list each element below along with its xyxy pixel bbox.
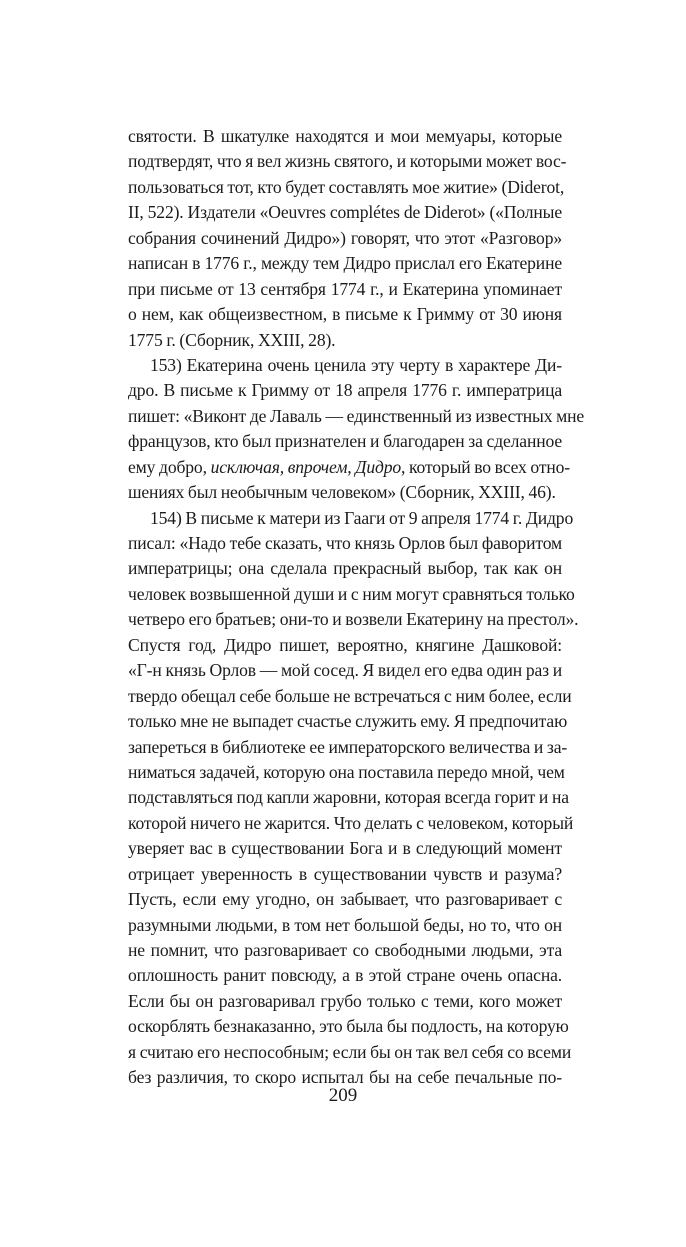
text-line: Спустя год, Дидро пишет, вероятно, княгине Дашковой: xyxy=(128,634,562,655)
text-segment: ему добро, xyxy=(128,456,211,477)
text-line: только мне не выпадет счастье служить ему. Я предпочитаю xyxy=(128,711,568,732)
text-line: шениях был необычным человеком» (Сборник, XXIII, 46). xyxy=(128,482,556,503)
text-line: дро. В письме к Гримму от 18 апреля 1776 г. императрица xyxy=(128,380,562,401)
text-line: подставляться под капли жаровни, которая всегда горит и на xyxy=(128,787,569,808)
text-line: четверо его братьев; они-то и возвели Екатерину на престол». xyxy=(128,609,579,630)
text-line: не помнит, что разговаривает со свободными людьми, эта xyxy=(128,940,562,960)
text-line: французов, кто был признателен и благодарен за сделанное xyxy=(128,431,562,452)
text-line: Если бы он разговаривал грубо только с теми, кого может xyxy=(128,990,562,1011)
text-line: твердо обещал себе больше не встречаться с ним более, если xyxy=(128,685,572,706)
text-line: 153) Екатерина очень ценила эту черту в характере Ди- xyxy=(150,354,562,375)
text-segment: , который во всех отно- xyxy=(401,456,571,477)
text-line: писал: «Надо тебе сказать, что князь Орлов был фаворитом xyxy=(128,533,562,553)
italic-text: исключая, впрочем, Дидро xyxy=(210,456,402,477)
text-line: при письме от 13 сентября 1774 г., и Екатерина упоминает xyxy=(128,278,562,299)
body-text xyxy=(128,124,584,1091)
text-line: я считаю его неспособным; если бы он так вел себя со всеми xyxy=(128,1041,572,1062)
text-line: пишет: «Виконт де Лаваль — единственный из известных мне xyxy=(128,405,584,426)
text-line: собрания сочинений Дидро») говорят, что этот «Разговор» xyxy=(128,227,562,248)
text-line: II, 522). Издатели «Oeuvres complétes de Diderot» («Полные xyxy=(128,202,562,223)
text-line: ниматься задачей, которую она поставила передо мной, чем xyxy=(128,761,565,782)
text-line: без различия, то скоро испытал бы на себе печальные по- xyxy=(128,1067,562,1088)
text-line: оскорблять безнаказанно, это была бы подлость, на которую xyxy=(128,1016,569,1037)
text-line: уверяет вас в существовании Бога и в следующий момент xyxy=(128,838,562,859)
text-line: оплошность ранит повсюду, а в этой стране очень опасна. xyxy=(128,965,562,986)
page-number: 209 xyxy=(328,1085,358,1106)
text-line: человек возвышенной души и с ним могут сравняться только xyxy=(128,583,575,604)
text-line: святости. В шкатулке находятся и мои мемуары, которые xyxy=(128,126,562,146)
text-line: императрицы; она сделала прекрасный выбор, так как он xyxy=(128,558,562,579)
text-line: о нем, как общеизвестном, в письме к Гримму от 30 июня xyxy=(128,304,562,325)
text-line: разумными людьми, в том нет большой беды, но то, что он xyxy=(128,914,562,935)
text-line: «Г-н князь Орлов — мой сосед. Я видел его едва один раз и xyxy=(128,660,562,681)
text-line: написан в 1776 г., между тем Дидро прислал его Екатерине xyxy=(128,253,562,274)
text-line: подтвердят, что я вел жизнь святого, и которыми может вос- xyxy=(128,151,567,172)
text-line: запереться в библиотеке ее императорского величества и за- xyxy=(128,736,568,757)
text-line xyxy=(128,455,571,480)
text-line: пользоваться тот, кто будет составлять мое житие» (Diderot, xyxy=(128,176,565,197)
text-line: отрицает уверенность в существовании чувств и разума? xyxy=(128,863,562,884)
text-line: 1775 г. (Сборник, XXIII, 28). xyxy=(128,329,336,350)
text-line: Пусть, если ему угодно, он забывает, что разговаривает с xyxy=(128,889,562,910)
text-line: 154) В письме к матери из Гааги от 9 апреля 1774 г. Дидро xyxy=(150,507,574,528)
text-line: которой ничего не жарится. Что делать с человеком, который xyxy=(128,812,574,833)
